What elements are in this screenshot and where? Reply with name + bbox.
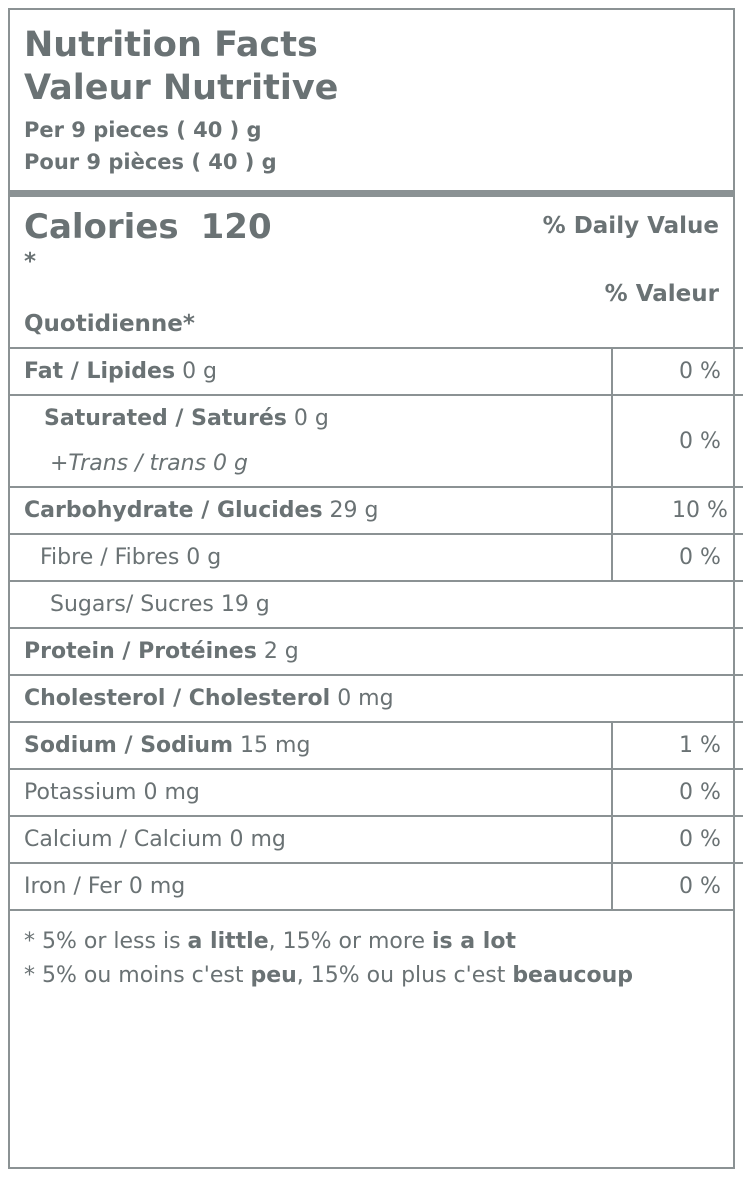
nutrition-facts-label — [8, 8, 735, 1169]
table-row — [10, 722, 743, 769]
nutrient-name-sugars: Sugars/ Sucres 19 g — [10, 581, 743, 628]
nutrient-name-fat: Fat / Lipides 0 g — [10, 348, 612, 395]
table-row — [10, 863, 743, 909]
nutrient-dv-fat: 0 % — [612, 348, 743, 395]
header-divider — [10, 190, 733, 197]
nutrient-dv-carbohydrate: 10 % — [612, 487, 743, 534]
daily-value-asterisk: * — [24, 249, 37, 276]
nutrient-dv-iron: 0 % — [612, 863, 743, 909]
nutrient-name-saturated: Saturated / Saturés 0 g — [10, 395, 612, 441]
serving-size-english: Per 9 pieces ( 40 ) g — [24, 118, 262, 143]
calories-value: 120 — [200, 207, 272, 248]
calories-block — [24, 207, 272, 247]
calories-label: Calories — [24, 207, 179, 248]
title-english: Nutrition Facts — [24, 25, 318, 65]
footnote-french: * 5% ou moins c'est peu, 15% ou plus c'est beaucoup — [24, 963, 634, 989]
title-french: Valeur Nutritive — [24, 67, 339, 108]
nutrient-name-sodium: Sodium / Sodium 15 mg — [10, 722, 612, 769]
table-row — [10, 675, 743, 722]
table-row — [10, 487, 743, 534]
nutrient-name-cholesterol: Cholesterol / Cholesterol 0 mg — [10, 675, 743, 722]
serving-size-french: Pour 9 pièces ( 40 ) g — [24, 149, 277, 174]
nutrient-name-trans: +Trans / trans 0 g — [50, 451, 248, 477]
table-row — [10, 348, 743, 395]
nutrient-name-carbohydrate: Carbohydrate / Glucides 29 g — [10, 487, 612, 534]
nutrient-name-calcium: Calcium / Calcium 0 mg — [10, 816, 612, 863]
nutrient-dv-sodium: 1 % — [612, 722, 743, 769]
nutrient-table — [10, 347, 743, 909]
table-row — [10, 581, 743, 628]
nutrient-name-potassium: Potassium 0 mg — [10, 769, 612, 816]
label-header — [10, 10, 733, 184]
calories-row — [10, 197, 733, 247]
daily-value-header-english: % Daily Value — [542, 213, 719, 240]
table-row — [10, 395, 743, 441]
nutrient-name-fibre: Fibre / Fibres 0 g — [10, 534, 612, 581]
nutrient-dv-fibre: 0 % — [612, 534, 743, 581]
table-row — [10, 816, 743, 863]
daily-value-header-french-line2: Quotidienne* — [24, 311, 195, 338]
table-row — [10, 534, 743, 581]
nutrient-dv-potassium: 0 % — [612, 769, 743, 816]
footnote-english: * 5% or less is a little, 15% or more is a lot — [24, 929, 516, 955]
nutrient-name-iron: Iron / Fer 0 mg — [10, 863, 612, 909]
nutrient-name-protein: Protein / Protéines 2 g — [10, 628, 743, 675]
daily-value-header-french-line1: % Valeur — [604, 281, 719, 308]
nutrient-dv-calcium: 0 % — [612, 816, 743, 863]
footnotes — [10, 909, 733, 999]
table-row — [10, 769, 743, 816]
nutrient-dv-saturated: 0 % — [612, 395, 743, 487]
table-row — [10, 628, 743, 675]
